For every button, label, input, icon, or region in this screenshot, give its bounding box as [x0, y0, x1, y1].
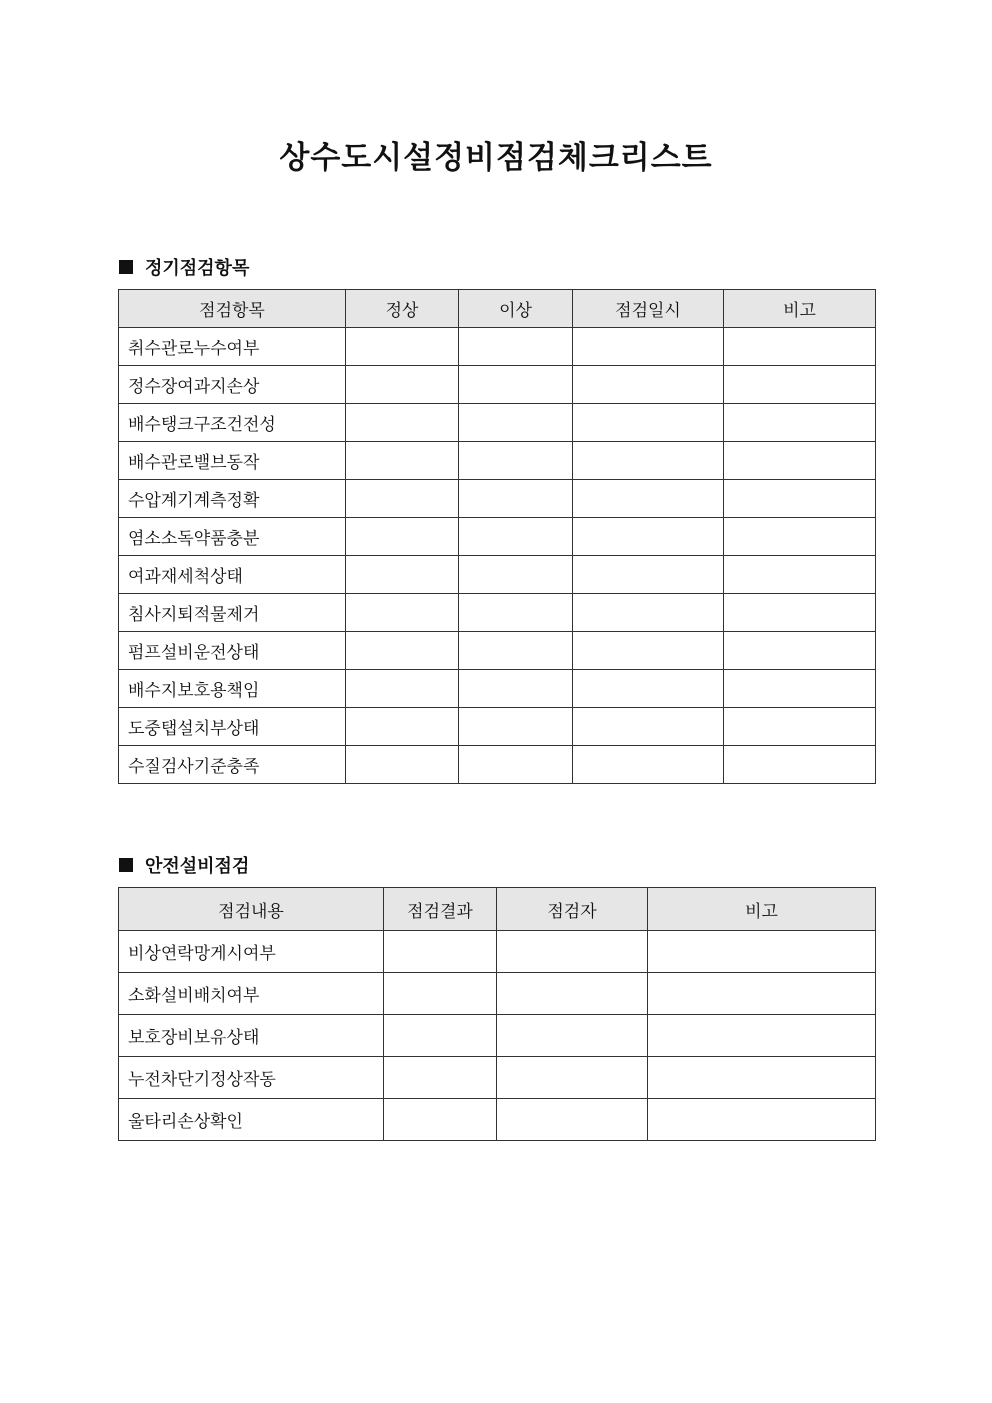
remarks-cell[interactable] [724, 556, 876, 594]
remarks-cell[interactable] [724, 746, 876, 784]
remarks-cell[interactable] [648, 1015, 876, 1057]
header-remarks: 비고 [724, 290, 876, 328]
table-row [119, 1015, 876, 1057]
remarks-cell[interactable] [724, 328, 876, 366]
table-row [119, 1099, 876, 1141]
table-row [119, 973, 876, 1015]
section-heading-safety [119, 852, 249, 878]
remarks-cell[interactable] [648, 973, 876, 1015]
item-label: 정수장여과지손상 [119, 366, 346, 404]
table-row [119, 1057, 876, 1099]
normal-cell[interactable] [346, 594, 459, 632]
item-label: 배수탱크구조건전성 [119, 404, 346, 442]
table-row [119, 632, 876, 670]
table-row [119, 670, 876, 708]
inspector-cell[interactable] [497, 1057, 648, 1099]
table-row [119, 594, 876, 632]
header-normal: 정상 [346, 290, 459, 328]
table-row [119, 931, 876, 973]
item-label: 수질검사기준충족 [119, 746, 346, 784]
abnormal-cell[interactable] [459, 632, 573, 670]
normal-cell[interactable] [346, 442, 459, 480]
header-inspection-item: 점검항목 [119, 290, 346, 328]
item-label: 울타리손상확인 [119, 1099, 384, 1141]
header-inspector: 점검자 [497, 888, 648, 931]
normal-cell[interactable] [346, 518, 459, 556]
remarks-cell[interactable] [648, 1099, 876, 1141]
normal-cell[interactable] [346, 556, 459, 594]
table-header-row [119, 290, 876, 328]
inspection-result-cell[interactable] [384, 973, 497, 1015]
inspector-cell[interactable] [497, 931, 648, 973]
item-label: 소화설비배치여부 [119, 973, 384, 1015]
table-row [119, 708, 876, 746]
header-inspection-result: 점검결과 [384, 888, 497, 931]
abnormal-cell[interactable] [459, 708, 573, 746]
inspection-date-cell[interactable] [573, 746, 724, 784]
remarks-cell[interactable] [724, 632, 876, 670]
section-heading-regular [119, 254, 249, 280]
abnormal-cell[interactable] [459, 328, 573, 366]
inspection-date-cell[interactable] [573, 670, 724, 708]
header-inspection-content: 점검내용 [119, 888, 384, 931]
inspection-result-cell[interactable] [384, 1057, 497, 1099]
item-label: 누전차단기정상작동 [119, 1057, 384, 1099]
table-row [119, 442, 876, 480]
inspection-date-cell[interactable] [573, 328, 724, 366]
remarks-cell[interactable] [724, 594, 876, 632]
table-row [119, 556, 876, 594]
black-square-icon [119, 260, 133, 274]
table-row [119, 480, 876, 518]
remarks-cell[interactable] [724, 404, 876, 442]
table-row [119, 518, 876, 556]
item-label: 취수관로누수여부 [119, 328, 346, 366]
normal-cell[interactable] [346, 404, 459, 442]
abnormal-cell[interactable] [459, 480, 573, 518]
inspection-date-cell[interactable] [573, 442, 724, 480]
abnormal-cell[interactable] [459, 670, 573, 708]
inspection-date-cell[interactable] [573, 556, 724, 594]
item-label: 비상연락망게시여부 [119, 931, 384, 973]
abnormal-cell[interactable] [459, 404, 573, 442]
table-row [119, 746, 876, 784]
remarks-cell[interactable] [724, 366, 876, 404]
remarks-cell[interactable] [724, 442, 876, 480]
normal-cell[interactable] [346, 632, 459, 670]
item-label: 침사지퇴적물제거 [119, 594, 346, 632]
normal-cell[interactable] [346, 328, 459, 366]
remarks-cell[interactable] [724, 670, 876, 708]
remarks-cell[interactable] [648, 1057, 876, 1099]
black-square-icon [119, 858, 133, 872]
item-label: 수압계기계측정확 [119, 480, 346, 518]
inspector-cell[interactable] [497, 1099, 648, 1141]
item-label: 보호장비보유상태 [119, 1015, 384, 1057]
inspection-result-cell[interactable] [384, 931, 497, 973]
inspector-cell[interactable] [497, 973, 648, 1015]
abnormal-cell[interactable] [459, 518, 573, 556]
item-label: 배수지보호용책임 [119, 670, 346, 708]
safety-inspection-table [118, 887, 876, 1141]
inspection-result-cell[interactable] [384, 1015, 497, 1057]
abnormal-cell[interactable] [459, 594, 573, 632]
item-label: 펌프설비운전상태 [119, 632, 346, 670]
header-remarks: 비고 [648, 888, 876, 931]
header-abnormal: 이상 [459, 290, 573, 328]
item-label: 배수관로밸브동작 [119, 442, 346, 480]
inspection-result-cell[interactable] [384, 1099, 497, 1141]
item-label: 도중탭설치부상태 [119, 708, 346, 746]
section-title-safety: 안전설비점검 [145, 856, 250, 877]
remarks-cell[interactable] [648, 931, 876, 973]
remarks-cell[interactable] [724, 708, 876, 746]
item-label: 염소소독약품충분 [119, 518, 346, 556]
inspection-date-cell[interactable] [573, 404, 724, 442]
remarks-cell[interactable] [724, 518, 876, 556]
table-row [119, 404, 876, 442]
inspector-cell[interactable] [497, 1015, 648, 1057]
abnormal-cell[interactable] [459, 442, 573, 480]
header-inspection-date: 점검일시 [573, 290, 724, 328]
normal-cell[interactable] [346, 708, 459, 746]
section-title-regular: 정기점검항목 [145, 258, 250, 279]
normal-cell[interactable] [346, 480, 459, 518]
item-label: 여과재세척상태 [119, 556, 346, 594]
table-row [119, 366, 876, 404]
inspection-date-cell[interactable] [573, 708, 724, 746]
normal-cell[interactable] [346, 366, 459, 404]
abnormal-cell[interactable] [459, 556, 573, 594]
abnormal-cell[interactable] [459, 366, 573, 404]
normal-cell[interactable] [346, 746, 459, 784]
regular-inspection-table [118, 289, 876, 784]
table-header-row [119, 888, 876, 931]
inspection-date-cell[interactable] [573, 480, 724, 518]
inspection-date-cell[interactable] [573, 594, 724, 632]
page-title: 상수도시설정비점검체크리스트 [279, 140, 713, 176]
abnormal-cell[interactable] [459, 746, 573, 784]
table-row [119, 328, 876, 366]
inspection-date-cell[interactable] [573, 366, 724, 404]
normal-cell[interactable] [346, 670, 459, 708]
inspection-date-cell[interactable] [573, 632, 724, 670]
remarks-cell[interactable] [724, 480, 876, 518]
inspection-date-cell[interactable] [573, 518, 724, 556]
